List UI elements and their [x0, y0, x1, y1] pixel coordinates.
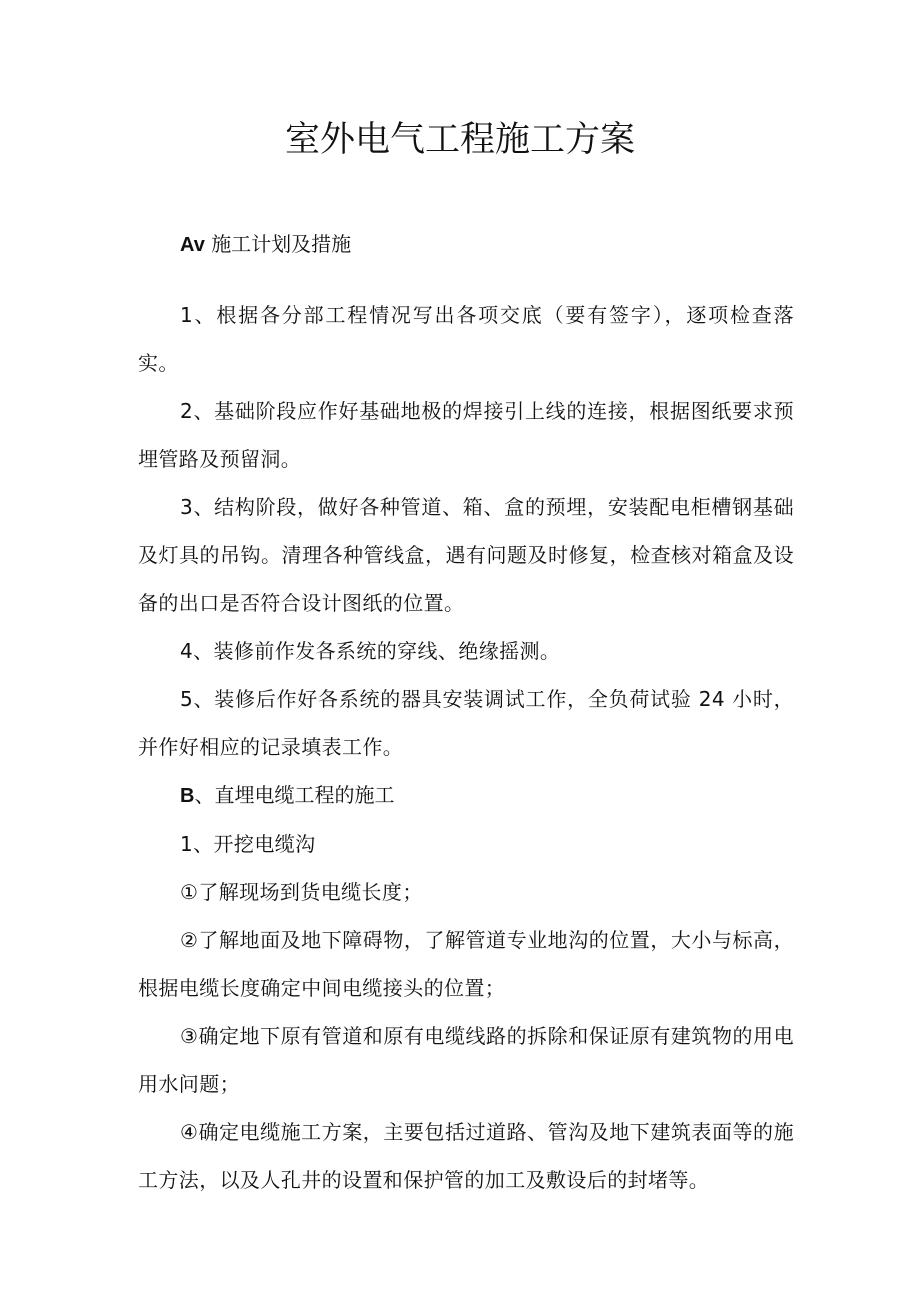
document-body — [138, 220, 794, 1204]
section-b-heading — [138, 771, 794, 820]
section-b-lead: B — [180, 785, 195, 807]
section-b-item: ③确定地下原有管道和原有电缆线路的拆除和保证原有建筑物的用电用水问题； — [138, 1024, 794, 1096]
section-b-item: ②了解地面及地下障碍物，了解管道专业地沟的位置，大小与标高，根据电缆长度确定中间电缆接头的位置； — [138, 928, 794, 1000]
section-b-item: ④确定电缆施工方案，主要包括过道路、管沟及地下建筑表面等的施工方法，以及人孔井的设置和保护管的加工及敷设后的封堵等。 — [138, 1120, 794, 1192]
section-a-item: 1、根据各分部工程情况写出各项交底（要有签字），逐项检查落实。 — [138, 303, 794, 375]
spacer — [138, 269, 794, 291]
section-a-heading — [138, 220, 794, 269]
section-a-item: 2、基础阶段应作好基础地极的焊接引上线的连接，根据图纸要求预埋管路及预留洞。 — [138, 399, 794, 471]
section-a-heading-text: 施工计划及措施 — [211, 232, 352, 256]
section-a-item: 5、装修后作好各系统的器具安装调试工作，全负荷试验 24 小时，并作好相应的记录填表工作。 — [138, 687, 794, 759]
section-a-lead: Av — [180, 234, 205, 256]
section-b-item: ①了解现场到货电缆长度； — [180, 880, 423, 904]
document-title: 室外电气工程施工方案 — [284, 120, 635, 160]
section-b-sub-heading: 1、开挖电缆沟 — [180, 832, 316, 856]
section-a-item: 3、结构阶段，做好各种管道、箱、盒的预埋，安装配电柜槽钢基础及灯具的吊钩。清理各种管线盒，遇有问题及时修复，检查核对箱盒及设备的出口是否符合设计图纸的位置。 — [138, 495, 794, 615]
section-a-item: 4、装修前作发各系统的穿线、绝缘摇测。 — [180, 639, 561, 663]
section-b-heading-text: 、直埋电缆工程的施工 — [194, 783, 395, 807]
